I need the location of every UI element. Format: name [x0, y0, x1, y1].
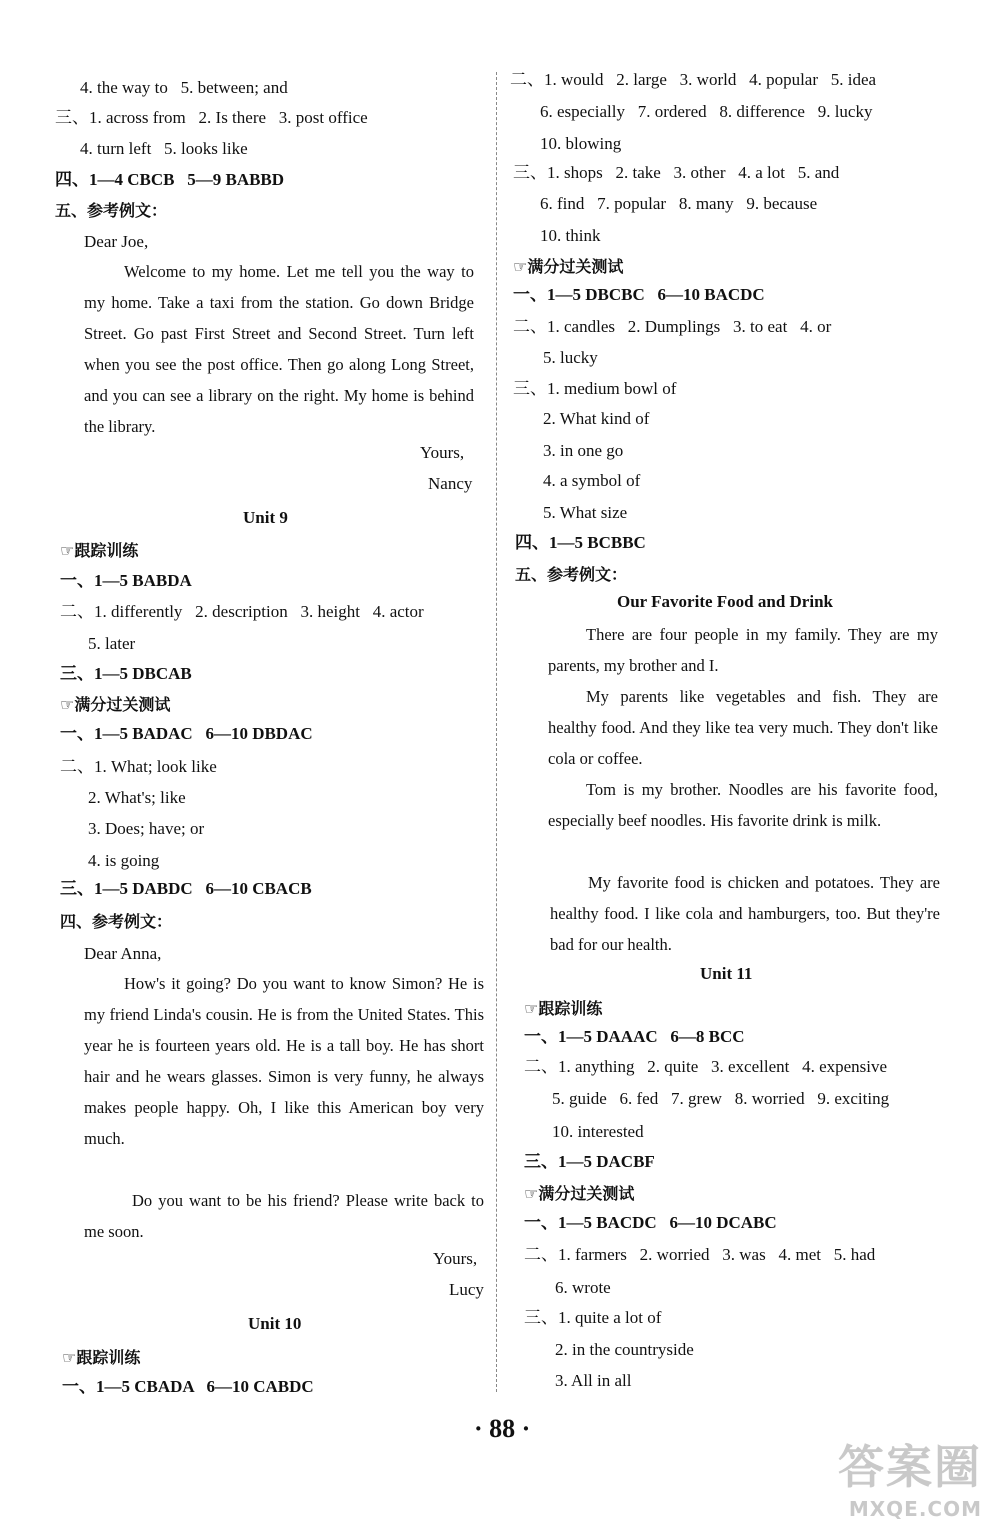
- answer-line: 二、1. would 2. large 3. world 4. popular 5. idea: [510, 70, 877, 89]
- answer-line: 4. the way to 5. between; and: [80, 78, 288, 97]
- section-heading: ☞跟踪训练: [62, 1348, 141, 1367]
- answer-line: 2. What's; like: [88, 788, 186, 807]
- section-heading: ☞满分过关测试: [60, 695, 171, 714]
- watermark-logo: [838, 1431, 982, 1521]
- answer-line: 三、1—5 DACBF: [524, 1152, 655, 1171]
- section-heading: 五、参考例文：: [515, 565, 628, 584]
- answer-line: 6. find 7. popular 8. many 9. because: [540, 194, 818, 213]
- answer-line: 四、1—5 BCBBC: [515, 533, 646, 552]
- answer-line: 三、1—5 DABDC 6—10 CBACB: [60, 879, 312, 898]
- section-heading: ☞满分过关测试: [524, 1184, 635, 1203]
- answer-line: 四、1—4 CBCB 5—9 BABBD: [55, 170, 285, 189]
- answer-line: 二、1. anything 2. quite 3. excellent 4. expensive: [524, 1057, 888, 1076]
- answer-line: 4. is going: [88, 851, 160, 870]
- answer-line: 2. in the countryside: [555, 1340, 694, 1359]
- answer-line: 2. What kind of: [543, 409, 650, 428]
- answer-line: 5. guide 6. fed 7. grew 8. worried 9. exciting: [552, 1089, 890, 1108]
- letter-closing: Yours,: [420, 443, 465, 462]
- essay-title: Our Favorite Food and Drink: [617, 592, 833, 611]
- answer-line: 三、1. across from 2. Is there 3. post office: [55, 108, 368, 127]
- answer-line: 3. All in all: [555, 1371, 632, 1390]
- answer-line: 4. a symbol of: [543, 471, 641, 490]
- letter-greeting: Dear Anna,: [84, 944, 162, 963]
- answer-line: 三、1. quite a lot of: [524, 1308, 662, 1327]
- letter-body: Welcome to my home. Let me tell you the way to my home. Take a taxi from the station. Go down Bridge Street. Go past First Street and Second Street. Turn left when you see the post office. Then go along Long Street, and you can see a library on the right. My home is behind the library.: [84, 262, 474, 436]
- page-number: · 88 ·: [474, 1414, 531, 1443]
- answer-line: 5. later: [88, 634, 136, 653]
- answer-line: 一、1—5 BACDC 6—10 DCABC: [524, 1213, 777, 1232]
- letter-signature: Nancy: [428, 474, 473, 493]
- section-heading: ☞跟踪训练: [60, 541, 139, 560]
- answer-line: 三、1—5 DBCAB: [60, 664, 192, 683]
- answer-line: 3. Does; have; or: [88, 819, 205, 838]
- section-heading: 四、参考例文：: [60, 912, 173, 931]
- column-divider: [496, 72, 497, 1392]
- answer-line: 10. think: [540, 226, 601, 245]
- essay-paragraph: My favorite food is chicken and potatoes. They are healthy food. I like cola and hamburgers, too. But they're bad for our health.: [550, 873, 940, 954]
- answer-line: 3. in one go: [543, 441, 624, 460]
- letter-closing: Yours,: [433, 1249, 478, 1268]
- answer-line: 6. wrote: [555, 1278, 611, 1297]
- answer-line: 一、1—5 DAAAC 6—8 BCC: [524, 1027, 745, 1046]
- letter-signature: Lucy: [449, 1280, 484, 1299]
- answer-line: 一、1—5 BADAC 6—10 DBDAC: [60, 724, 313, 743]
- answer-line: 一、1—5 CBADA 6—10 CABDC: [62, 1377, 314, 1396]
- letter-body: Do you want to be his friend? Please write back to me soon.: [84, 1191, 484, 1241]
- answer-line: 二、1. candles 2. Dumplings 3. to eat 4. or: [513, 317, 832, 336]
- answer-line: 5. What size: [543, 503, 628, 522]
- unit-title: Unit 10: [248, 1314, 302, 1333]
- answer-line: 10. blowing: [540, 134, 622, 153]
- answer-line: 一、1—5 BABDA: [60, 571, 192, 590]
- answer-line: 二、1. farmers 2. worried 3. was 4. met 5. had: [524, 1245, 876, 1264]
- unit-title: Unit 9: [243, 508, 288, 527]
- answer-line: 5. lucky: [543, 348, 598, 367]
- answer-line: 4. turn left 5. looks like: [80, 139, 248, 158]
- watermark-url: MXQE.COM: [848, 1497, 982, 1521]
- watermark-text: 答案圈: [838, 1440, 982, 1494]
- answer-line: 二、1. differently 2. description 3. height 4. actor: [60, 602, 424, 621]
- unit-title: Unit 11: [700, 964, 753, 983]
- essay-paragraph: My parents like vegetables and fish. They are healthy food. And they like tea very much. They don't like cola or coffee.: [548, 687, 938, 768]
- answer-line: 6. especially 7. ordered 8. difference 9. lucky: [540, 102, 873, 121]
- answer-line: 10. interested: [552, 1122, 644, 1141]
- section-heading: ☞跟踪训练: [524, 999, 603, 1018]
- answer-line: 三、1. medium bowl of: [513, 379, 677, 398]
- section-heading: 五、参考例文：: [55, 201, 168, 220]
- section-heading: ☞满分过关测试: [513, 257, 624, 276]
- answer-line: 一、1—5 DBCBC 6—10 BACDC: [513, 285, 765, 304]
- letter-body: How's it going? Do you want to know Simon? He is my friend Linda's cousin. He is from the United States. This year he is fourteen years old. He is a tall boy. He has short hair and he wears glasses. Simon is very funny, he always makes people happy. Oh, I like this American boy very much.: [84, 974, 484, 1148]
- essay-paragraph: Tom is my brother. Noodles are his favorite food, especially beef noodles. His favorite drink is milk.: [548, 780, 938, 830]
- essay-paragraph: There are four people in my family. They are my parents, my brother and I.: [548, 625, 938, 675]
- answer-line: 二、1. What; look like: [60, 757, 217, 776]
- answer-line: 三、1. shops 2. take 3. other 4. a lot 5. and: [513, 163, 840, 182]
- letter-greeting: Dear Joe,: [84, 232, 149, 251]
